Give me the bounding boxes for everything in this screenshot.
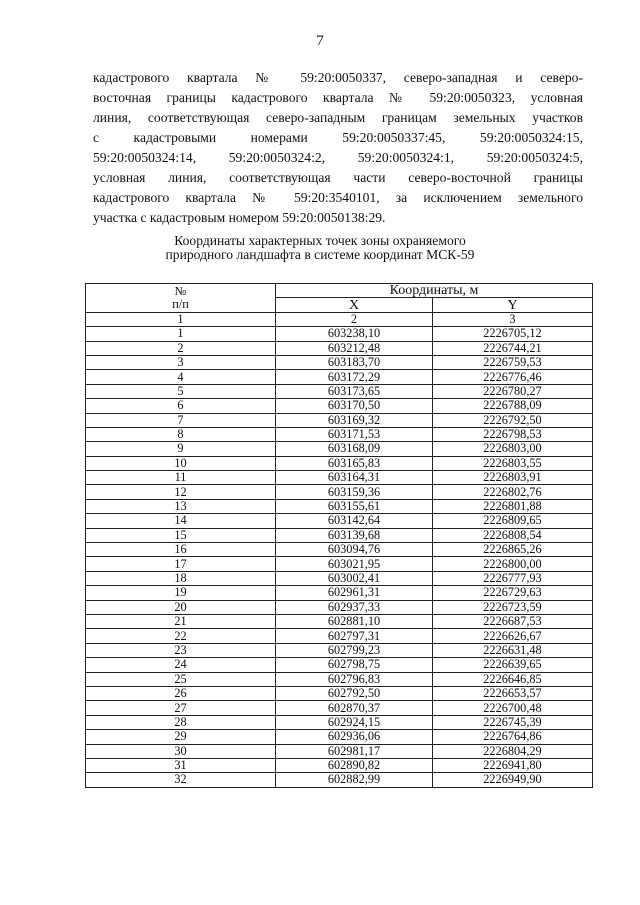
cell-y: 2226687,53: [433, 614, 593, 628]
intro-line: участка с кадастровым номером 59:20:0050138:29.: [93, 210, 386, 225]
cell-y: 2226802,76: [433, 485, 593, 499]
cell-x: 602981,17: [276, 744, 433, 758]
cell-number: 20: [86, 600, 276, 614]
header-y: Y: [433, 298, 593, 312]
cell-x: 603165,83: [276, 456, 433, 470]
cell-number: 23: [86, 643, 276, 657]
table-row: [86, 485, 593, 499]
cell-y: 2226788,09: [433, 399, 593, 413]
cell-number: 28: [86, 715, 276, 729]
cell-x: 603164,31: [276, 471, 433, 485]
cell-y: 2226803,00: [433, 442, 593, 456]
cell-y: 2226801,88: [433, 499, 593, 513]
cell-number: 4: [86, 370, 276, 384]
header-x: X: [276, 298, 433, 312]
cell-number: 21: [86, 614, 276, 628]
table-row: [86, 427, 593, 441]
caption-line: природного ландшафта в системе координат МСК-59: [165, 247, 475, 262]
cell-x: 603002,41: [276, 571, 433, 585]
cell-y: 2226764,86: [433, 730, 593, 744]
cell-y: 2226653,57: [433, 686, 593, 700]
cell-y: 2226745,39: [433, 715, 593, 729]
table-row: [86, 413, 593, 427]
cell-y: 2226705,12: [433, 327, 593, 341]
intro-line: 59:20:0050324:14, 59:20:0050324:2, 59:20:0050324:1, 59:20:0050324:5,: [93, 150, 583, 165]
cell-y: 2226723,59: [433, 600, 593, 614]
cell-number: 12: [86, 485, 276, 499]
cell-x: 602870,37: [276, 701, 433, 715]
cell-x: 602882,99: [276, 773, 433, 787]
cell-x: 602881,10: [276, 614, 433, 628]
cell-number: 8: [86, 427, 276, 441]
column-index: 2: [276, 312, 433, 326]
table-row: [86, 643, 593, 657]
cell-number: 15: [86, 528, 276, 542]
intro-line: кадастрового квартала № 59:20:3540101, за исключением земельного: [93, 190, 583, 205]
page-number: 7: [316, 33, 324, 49]
cell-number: 11: [86, 471, 276, 485]
cell-y: 2226798,53: [433, 427, 593, 441]
table-row: [86, 730, 593, 744]
cell-y: 2226780,27: [433, 384, 593, 398]
cell-y: 2226646,85: [433, 672, 593, 686]
cell-x: 602961,31: [276, 586, 433, 600]
table-row: [86, 600, 593, 614]
cell-y: 2226809,65: [433, 514, 593, 528]
cell-number: 17: [86, 557, 276, 571]
cell-x: 602797,31: [276, 629, 433, 643]
cell-x: 602799,23: [276, 643, 433, 657]
cell-x: 603142,64: [276, 514, 433, 528]
table-row: [86, 456, 593, 470]
cell-x: 603238,10: [276, 327, 433, 341]
cell-x: 603183,70: [276, 355, 433, 369]
cell-number: 10: [86, 456, 276, 470]
coordinates-table: [85, 283, 593, 788]
table-row: [86, 384, 593, 398]
table-row: [86, 701, 593, 715]
cell-number: 30: [86, 744, 276, 758]
cell-y: 2226631,48: [433, 643, 593, 657]
intro-line: с кадастровыми номерами 59:20:0050337:45, 59:20:0050324:15,: [93, 130, 583, 145]
cell-number: 29: [86, 730, 276, 744]
table-row: [86, 744, 593, 758]
cell-x: 602936,06: [276, 730, 433, 744]
cell-number: 26: [86, 686, 276, 700]
intro-line: восточная границы кадастрового квартала № 59:20:0050323, условная: [93, 90, 583, 105]
header-coordinates: Координаты, м: [276, 284, 593, 298]
cell-y: 2226777,93: [433, 571, 593, 585]
cell-y: 2226808,54: [433, 528, 593, 542]
table-caption: [0, 234, 640, 262]
cell-number: 7: [86, 413, 276, 427]
cell-number: 2: [86, 341, 276, 355]
table-row: [86, 586, 593, 600]
intro-line: условная линия, соответствующая части северо-восточной границы: [93, 170, 583, 185]
cell-x: 603139,68: [276, 528, 433, 542]
cell-x: 602890,82: [276, 758, 433, 772]
cell-x: 602796,83: [276, 672, 433, 686]
table-row: [86, 658, 593, 672]
cell-number: 14: [86, 514, 276, 528]
header-number-sign: №: [174, 283, 187, 298]
cell-x: 603173,65: [276, 384, 433, 398]
column-index-row: [86, 312, 593, 326]
cell-number: 13: [86, 499, 276, 513]
table-row: [86, 629, 593, 643]
column-index: 3: [433, 312, 593, 326]
caption-line: Координаты характерных точек зоны охраняемого: [174, 233, 466, 248]
cell-number: 18: [86, 571, 276, 585]
table-row: [86, 758, 593, 772]
table-row: [86, 672, 593, 686]
cell-number: 22: [86, 629, 276, 643]
cell-number: 16: [86, 543, 276, 557]
table-row: [86, 715, 593, 729]
table-row: [86, 614, 593, 628]
table-row: [86, 355, 593, 369]
cell-x: 603021,95: [276, 557, 433, 571]
cell-number: 32: [86, 773, 276, 787]
cell-y: 2226949,90: [433, 773, 593, 787]
table-row: [86, 557, 593, 571]
cell-number: 5: [86, 384, 276, 398]
table-row: [86, 471, 593, 485]
cell-x: 602937,33: [276, 600, 433, 614]
cell-y: 2226729,63: [433, 586, 593, 600]
header-number-abbr: п/п: [172, 296, 189, 311]
table-row: [86, 499, 593, 513]
cell-y: 2226759,53: [433, 355, 593, 369]
cell-number: 6: [86, 399, 276, 413]
cell-number: 3: [86, 355, 276, 369]
cell-number: 25: [86, 672, 276, 686]
table-row: [86, 528, 593, 542]
header-number: [86, 284, 276, 313]
table-row: [86, 686, 593, 700]
cell-x: 602792,50: [276, 686, 433, 700]
intro-paragraph: [93, 68, 583, 228]
table-row: [86, 514, 593, 528]
cell-x: 603159,36: [276, 485, 433, 499]
table-row: [86, 773, 593, 787]
cell-x: 603155,61: [276, 499, 433, 513]
cell-y: 2226700,48: [433, 701, 593, 715]
cell-y: 2226626,67: [433, 629, 593, 643]
cell-x: 603170,50: [276, 399, 433, 413]
table-row: [86, 399, 593, 413]
table-row: [86, 543, 593, 557]
cell-x: 603094,76: [276, 543, 433, 557]
intro-line: кадастрового квартала № 59:20:0050337, северо-западная и северо-: [93, 70, 583, 85]
cell-y: 2226792,50: [433, 413, 593, 427]
cell-y: 2226803,55: [433, 456, 593, 470]
cell-x: 603169,32: [276, 413, 433, 427]
cell-x: 602798,75: [276, 658, 433, 672]
cell-y: 2226865,26: [433, 543, 593, 557]
table-row: [86, 327, 593, 341]
cell-y: 2226941,80: [433, 758, 593, 772]
cell-number: 31: [86, 758, 276, 772]
cell-number: 27: [86, 701, 276, 715]
cell-y: 2226776,46: [433, 370, 593, 384]
cell-x: 603172,29: [276, 370, 433, 384]
table-row: [86, 571, 593, 585]
cell-y: 2226744,21: [433, 341, 593, 355]
intro-line: линия, соответствующая северо-западным границам земельных участков: [93, 110, 583, 125]
cell-y: 2226639,65: [433, 658, 593, 672]
cell-y: 2226804,29: [433, 744, 593, 758]
table-row: [86, 370, 593, 384]
table-row: [86, 341, 593, 355]
cell-x: 603171,53: [276, 427, 433, 441]
cell-x: 603212,48: [276, 341, 433, 355]
cell-number: 19: [86, 586, 276, 600]
cell-x: 602924,15: [276, 715, 433, 729]
cell-y: 2226800,00: [433, 557, 593, 571]
cell-y: 2226803,91: [433, 471, 593, 485]
cell-number: 9: [86, 442, 276, 456]
cell-x: 603168,09: [276, 442, 433, 456]
cell-number: 24: [86, 658, 276, 672]
column-index: 1: [86, 312, 276, 326]
cell-number: 1: [86, 327, 276, 341]
table-row: [86, 442, 593, 456]
